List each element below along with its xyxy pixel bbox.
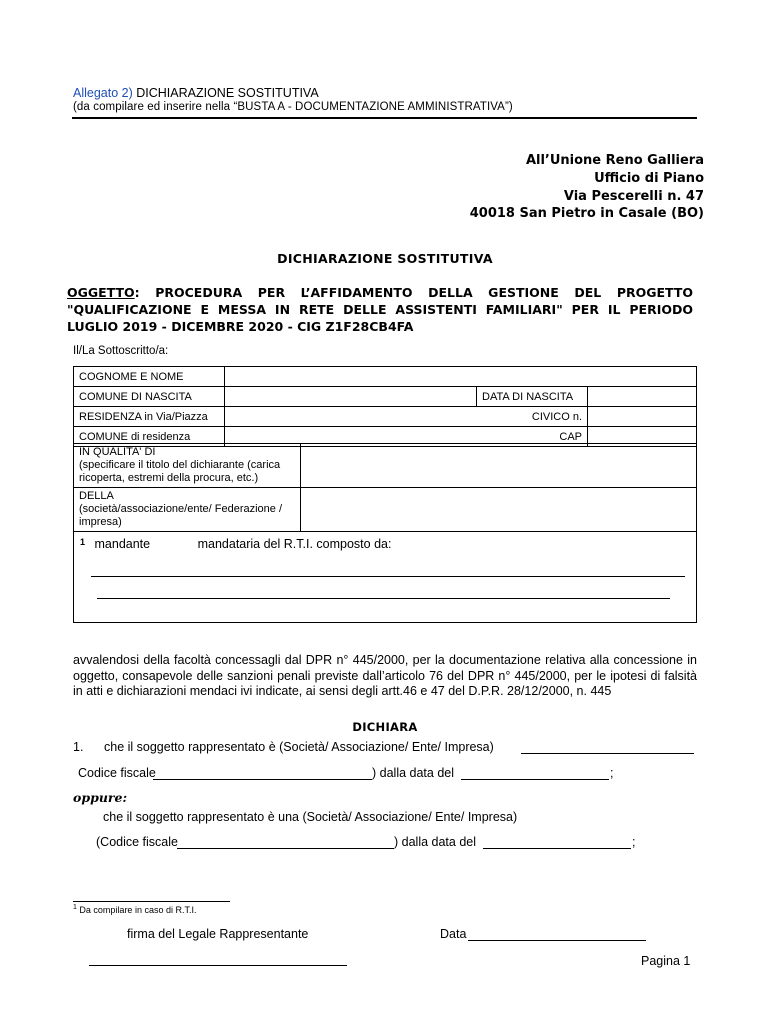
footnote-divider	[73, 901, 230, 902]
item-1-date-field[interactable]	[461, 779, 609, 780]
date-field[interactable]	[468, 940, 646, 941]
birth-place-field[interactable]	[225, 387, 477, 407]
item-2-tax-code-field[interactable]	[177, 848, 394, 849]
undersigned-label: Il/La Sottoscritto/a:	[73, 345, 169, 357]
recipient-line: Ufficio di Piano	[594, 170, 704, 186]
rti-members-line-2[interactable]	[97, 598, 670, 599]
role-table	[73, 443, 697, 532]
subject	[67, 284, 693, 335]
recipient-line: All’Unione Reno Galliera	[525, 153, 704, 168]
rti-options	[80, 537, 391, 551]
signature-label: firma del Legale Rappresentante	[127, 927, 309, 941]
footnote-text: Da compilare in caso di R.T.I.	[79, 905, 197, 915]
item-1-end: ;	[610, 766, 614, 780]
signature-field[interactable]	[89, 965, 347, 966]
attachment-label: Allegato 2)	[73, 86, 133, 100]
date-label: Data	[440, 927, 467, 941]
footnote	[73, 904, 196, 915]
attachment-subtitle: (da compilare ed inserire nella “BUSTA A - DOCUMENTAZIONE AMMINISTRATIVA”)	[73, 101, 513, 113]
residence-town-label: COMUNE di residenza	[74, 427, 225, 447]
item-1-tax-code-field[interactable]	[153, 779, 372, 780]
item-1-entity-field[interactable]	[521, 753, 694, 754]
role-label: IN QUALITA' DI (specificare il titolo del dichiarante (carica ricoperta, estremi della procura, etc.)	[74, 444, 301, 488]
surname-name-field[interactable]	[225, 367, 697, 387]
cap-label: CAP	[225, 427, 588, 447]
item-1-tax-code-label: Codice fiscale	[78, 766, 156, 780]
document-title: DICHIARAZIONE SOSTITUTIVA	[277, 251, 493, 266]
birth-date-field[interactable]	[588, 387, 697, 407]
role-field[interactable]	[301, 444, 697, 488]
surname-name-label: COGNOME E NOME	[74, 367, 225, 387]
page-number: Pagina 1	[641, 954, 691, 968]
or-label: oppure:	[73, 790, 128, 805]
document-type: DICHIARAZIONE SOSTITUTIVA	[136, 86, 319, 100]
item-2-date-field[interactable]	[483, 848, 631, 849]
recipient-line: Via Pescerelli n. 47	[563, 188, 704, 204]
birth-date-label: DATA DI NASCITA	[477, 387, 588, 407]
civic-number-label: CIVICO n.	[225, 407, 588, 427]
item-2-tax-code-label: (Codice fiscale	[96, 835, 178, 849]
rti-members-line-1[interactable]	[91, 576, 685, 577]
footnote-ref: 1	[80, 537, 86, 547]
header-divider	[72, 117, 697, 119]
mandante-option[interactable]: mandante	[94, 537, 151, 551]
item-1-date-label: ) dalla data del	[372, 766, 455, 780]
rti-box	[73, 531, 697, 623]
recipient-line: 40018 San Pietro in Casale (BO)	[469, 206, 704, 222]
declaration-paragraph: avvalendosi della facoltà concessagli dal DPR n° 445/2000, per la documentazione relativa alla concessione in oggetto, consapevole delle sanzioni penali previste dall’articolo 76 del DPR n° 445/2000, per le ipotesi di falsità in atti e dichiarazioni mendaci ivi indicate, ai sensi degli artt.46 e 47 del D.P.R. 28/12/2000, n. 445	[73, 653, 697, 698]
item-1-text: che il soggetto rappresentato è (Società/ Associazione/ Ente/ Impresa)	[104, 740, 494, 754]
recipient-address	[470, 152, 704, 223]
organization-label: DELLA (società/associazione/ente/ Federazione / impresa)	[74, 488, 301, 532]
civic-number-field[interactable]	[588, 407, 697, 427]
personal-data-table	[73, 366, 697, 447]
mandataria-option[interactable]: mandataria del R.T.I. composto da:	[197, 537, 392, 551]
subject-text: : PROCEDURA PER L’AFFIDAMENTO DELLA GESTIONE DEL PROGETTO "QUALIFICAZIONE E MESSA IN RETE DELLE ASSISTENTI FAMILIARI" PER IL PERIODO LUGLIO 2019 - DICEMBRE 2020 - CIG Z1F28CB4FA	[67, 285, 693, 334]
declares-heading: DICHIARA	[352, 720, 418, 734]
item-2-text: che il soggetto rappresentato è una (Società/ Associazione/ Ente/ Impresa)	[103, 810, 518, 824]
item-2-date-label: ) dalla data del	[394, 835, 477, 849]
organization-field[interactable]	[301, 488, 697, 532]
subject-label: OGGETTO	[67, 285, 135, 300]
item-2-end: ;	[632, 835, 636, 849]
birth-place-label: COMUNE DI NASCITA	[74, 387, 225, 407]
footnote-number: 1	[73, 904, 77, 911]
residence-label: RESIDENZA in Via/Piazza	[74, 407, 225, 427]
item-1-number: 1.	[73, 740, 84, 754]
attachment-heading	[73, 86, 319, 100]
